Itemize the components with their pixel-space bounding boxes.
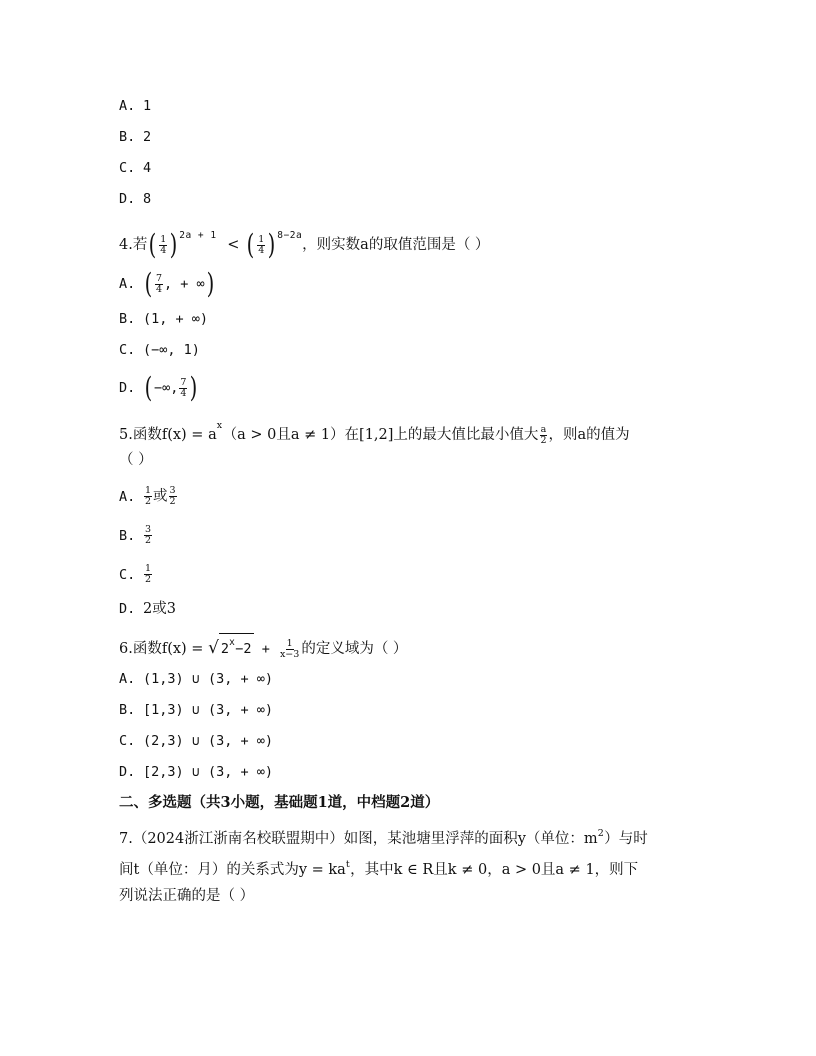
option-q4-a bbox=[119, 267, 216, 300]
option-label: B. bbox=[119, 311, 136, 327]
fraction-denominator: 2 bbox=[145, 496, 152, 507]
option-text: (−∞, 1) bbox=[143, 342, 200, 358]
fraction bbox=[144, 564, 152, 585]
fraction-numerator: 1 bbox=[160, 233, 167, 245]
option-label: A. bbox=[119, 671, 136, 687]
question-text: ，则a的值为 bbox=[548, 427, 630, 443]
fraction-numerator: 1 bbox=[145, 485, 152, 496]
option-q5-a bbox=[119, 486, 178, 507]
option-q4-c bbox=[119, 340, 200, 360]
question-7-line-2 bbox=[119, 855, 638, 880]
fraction-denominator: 2 bbox=[540, 434, 547, 446]
paren-close: ) bbox=[169, 228, 178, 261]
paren-close: ) bbox=[190, 371, 198, 404]
question-number: 5. bbox=[119, 427, 133, 443]
question-text: ，其中k ∈ R且k ≠ 0，a > 0且a ≠ 1，则下 bbox=[350, 862, 639, 878]
question-text: （a > 0且a ≠ 1）在[1,2]上的最大值比最小值大 bbox=[222, 427, 539, 443]
exponent: 2 bbox=[597, 828, 605, 839]
option-label: D. bbox=[119, 380, 136, 396]
radicand bbox=[219, 633, 254, 658]
option-q4-b bbox=[119, 309, 208, 329]
fraction-denominator: 4 bbox=[155, 283, 162, 295]
fraction-numerator: 7 bbox=[180, 376, 187, 388]
option-text: 1 bbox=[143, 98, 152, 114]
option-text: 2或3 bbox=[143, 601, 176, 617]
fraction-numerator: 1 bbox=[286, 637, 293, 649]
question-number: 6. bbox=[119, 641, 133, 657]
option-label: D. bbox=[119, 764, 136, 780]
option-text: (1,3) ∪ (3, + ∞) bbox=[143, 671, 274, 687]
exponent: t bbox=[345, 859, 351, 870]
option-label: C. bbox=[119, 566, 136, 583]
option-label: D. bbox=[119, 601, 136, 617]
less-than: < bbox=[227, 237, 240, 253]
option-q6-a bbox=[119, 669, 273, 689]
fraction-denominator: x−3 bbox=[279, 648, 300, 660]
square-root bbox=[208, 633, 253, 659]
fraction-denominator: 4 bbox=[258, 244, 265, 256]
question-4 bbox=[119, 226, 489, 259]
option-q6-c bbox=[119, 731, 273, 751]
fraction-numerator: 1 bbox=[145, 563, 152, 574]
radicand-rest: −2 bbox=[235, 641, 252, 657]
option-label: A. bbox=[119, 98, 136, 114]
fraction-denominator: 4 bbox=[160, 244, 167, 256]
fraction-denominator: 2 bbox=[169, 496, 176, 507]
paren-open: ( bbox=[144, 267, 153, 300]
option-q3-a bbox=[119, 96, 151, 116]
option-label: C. bbox=[119, 342, 136, 358]
fraction bbox=[155, 274, 163, 295]
fraction bbox=[169, 486, 177, 507]
option-q5-b bbox=[119, 525, 153, 546]
option-text: , + ∞ bbox=[163, 276, 205, 292]
question-text: 列说法正确的是（ ） bbox=[119, 888, 255, 904]
question-7-line-1 bbox=[119, 824, 648, 849]
option-label: D. bbox=[119, 191, 136, 207]
fraction bbox=[539, 425, 547, 446]
option-q3-b bbox=[119, 127, 151, 147]
fraction-numerator: 3 bbox=[169, 485, 176, 496]
answer-blank: （ ） bbox=[119, 452, 153, 468]
option-label: B. bbox=[119, 702, 136, 718]
fraction bbox=[159, 235, 167, 256]
question-text: 7.（2024浙江浙南名校联盟期中）如图，某池塘里浮萍的面积y（单位：m bbox=[119, 831, 598, 847]
option-label: B. bbox=[119, 527, 136, 544]
fraction bbox=[144, 525, 152, 546]
question-text: 的定义域为（ ） bbox=[301, 641, 408, 657]
question-text: 间t（单位：月）的关系式为y = ka bbox=[119, 862, 346, 878]
option-text: [2,3) ∪ (3, + ∞) bbox=[143, 764, 274, 780]
option-q4-d bbox=[119, 371, 199, 404]
option-q5-d bbox=[119, 599, 176, 619]
option-text: 2 bbox=[143, 129, 152, 145]
option-q3-c bbox=[119, 158, 151, 178]
option-label: C. bbox=[119, 733, 136, 749]
exponent: x bbox=[229, 637, 236, 648]
exponent: x bbox=[216, 420, 223, 431]
question-text: ）与时 bbox=[604, 831, 648, 847]
fraction bbox=[279, 639, 300, 660]
question-text: 函数f(x) = bbox=[132, 641, 209, 657]
fraction-numerator: 7 bbox=[155, 272, 162, 284]
option-label: B. bbox=[119, 129, 136, 145]
paren-close: ) bbox=[206, 267, 214, 300]
question-7-line-3 bbox=[119, 886, 254, 906]
fraction-denominator: 2 bbox=[145, 535, 152, 546]
plus-sign: + bbox=[253, 641, 278, 657]
option-label: A. bbox=[119, 488, 136, 505]
question-5 bbox=[119, 416, 630, 446]
fraction-numerator: 1 bbox=[258, 233, 265, 245]
option-text: 8 bbox=[143, 191, 152, 207]
fraction-numerator: 3 bbox=[145, 524, 152, 535]
option-text: (1, + ∞) bbox=[143, 311, 209, 327]
option-text: 4 bbox=[143, 160, 152, 176]
exponent: 2a + 1 bbox=[179, 230, 217, 241]
option-q6-b bbox=[119, 700, 273, 720]
option-text: −∞, bbox=[153, 380, 179, 396]
question-6 bbox=[119, 633, 407, 660]
section-heading: 二、多选题（共3小题，基础题1道，中档题2道） bbox=[119, 794, 440, 811]
paren-open: ( bbox=[148, 228, 157, 261]
option-q5-c bbox=[119, 564, 153, 585]
option-label: A. bbox=[119, 276, 136, 292]
option-text: 或 bbox=[153, 488, 168, 505]
question-5-answer-blank bbox=[119, 450, 153, 470]
option-text: [1,3) ∪ (3, + ∞) bbox=[143, 702, 274, 718]
fraction bbox=[144, 486, 152, 507]
option-q6-d bbox=[119, 762, 273, 782]
fraction-denominator: 2 bbox=[145, 574, 152, 585]
option-label: C. bbox=[119, 160, 136, 176]
question-number: 4. bbox=[119, 237, 133, 253]
paren-open: ( bbox=[247, 228, 255, 261]
paren-close: ) bbox=[267, 228, 276, 261]
question-text: 函数f(x) = a bbox=[132, 427, 217, 443]
option-q3-d bbox=[119, 189, 151, 209]
fraction bbox=[179, 378, 187, 399]
radicand-base: 2 bbox=[220, 641, 230, 657]
fraction-numerator: a bbox=[540, 423, 547, 435]
exponent: 8−2a bbox=[277, 230, 303, 241]
question-text: 若 bbox=[132, 237, 148, 253]
question-text: ，则实数a的取值范围是（ ） bbox=[302, 237, 490, 253]
fraction bbox=[257, 235, 265, 256]
option-text: (2,3) ∪ (3, + ∞) bbox=[143, 733, 274, 749]
paren-open: ( bbox=[144, 371, 153, 404]
fraction-denominator: 4 bbox=[180, 387, 187, 399]
radical-sign: √ bbox=[208, 638, 219, 658]
